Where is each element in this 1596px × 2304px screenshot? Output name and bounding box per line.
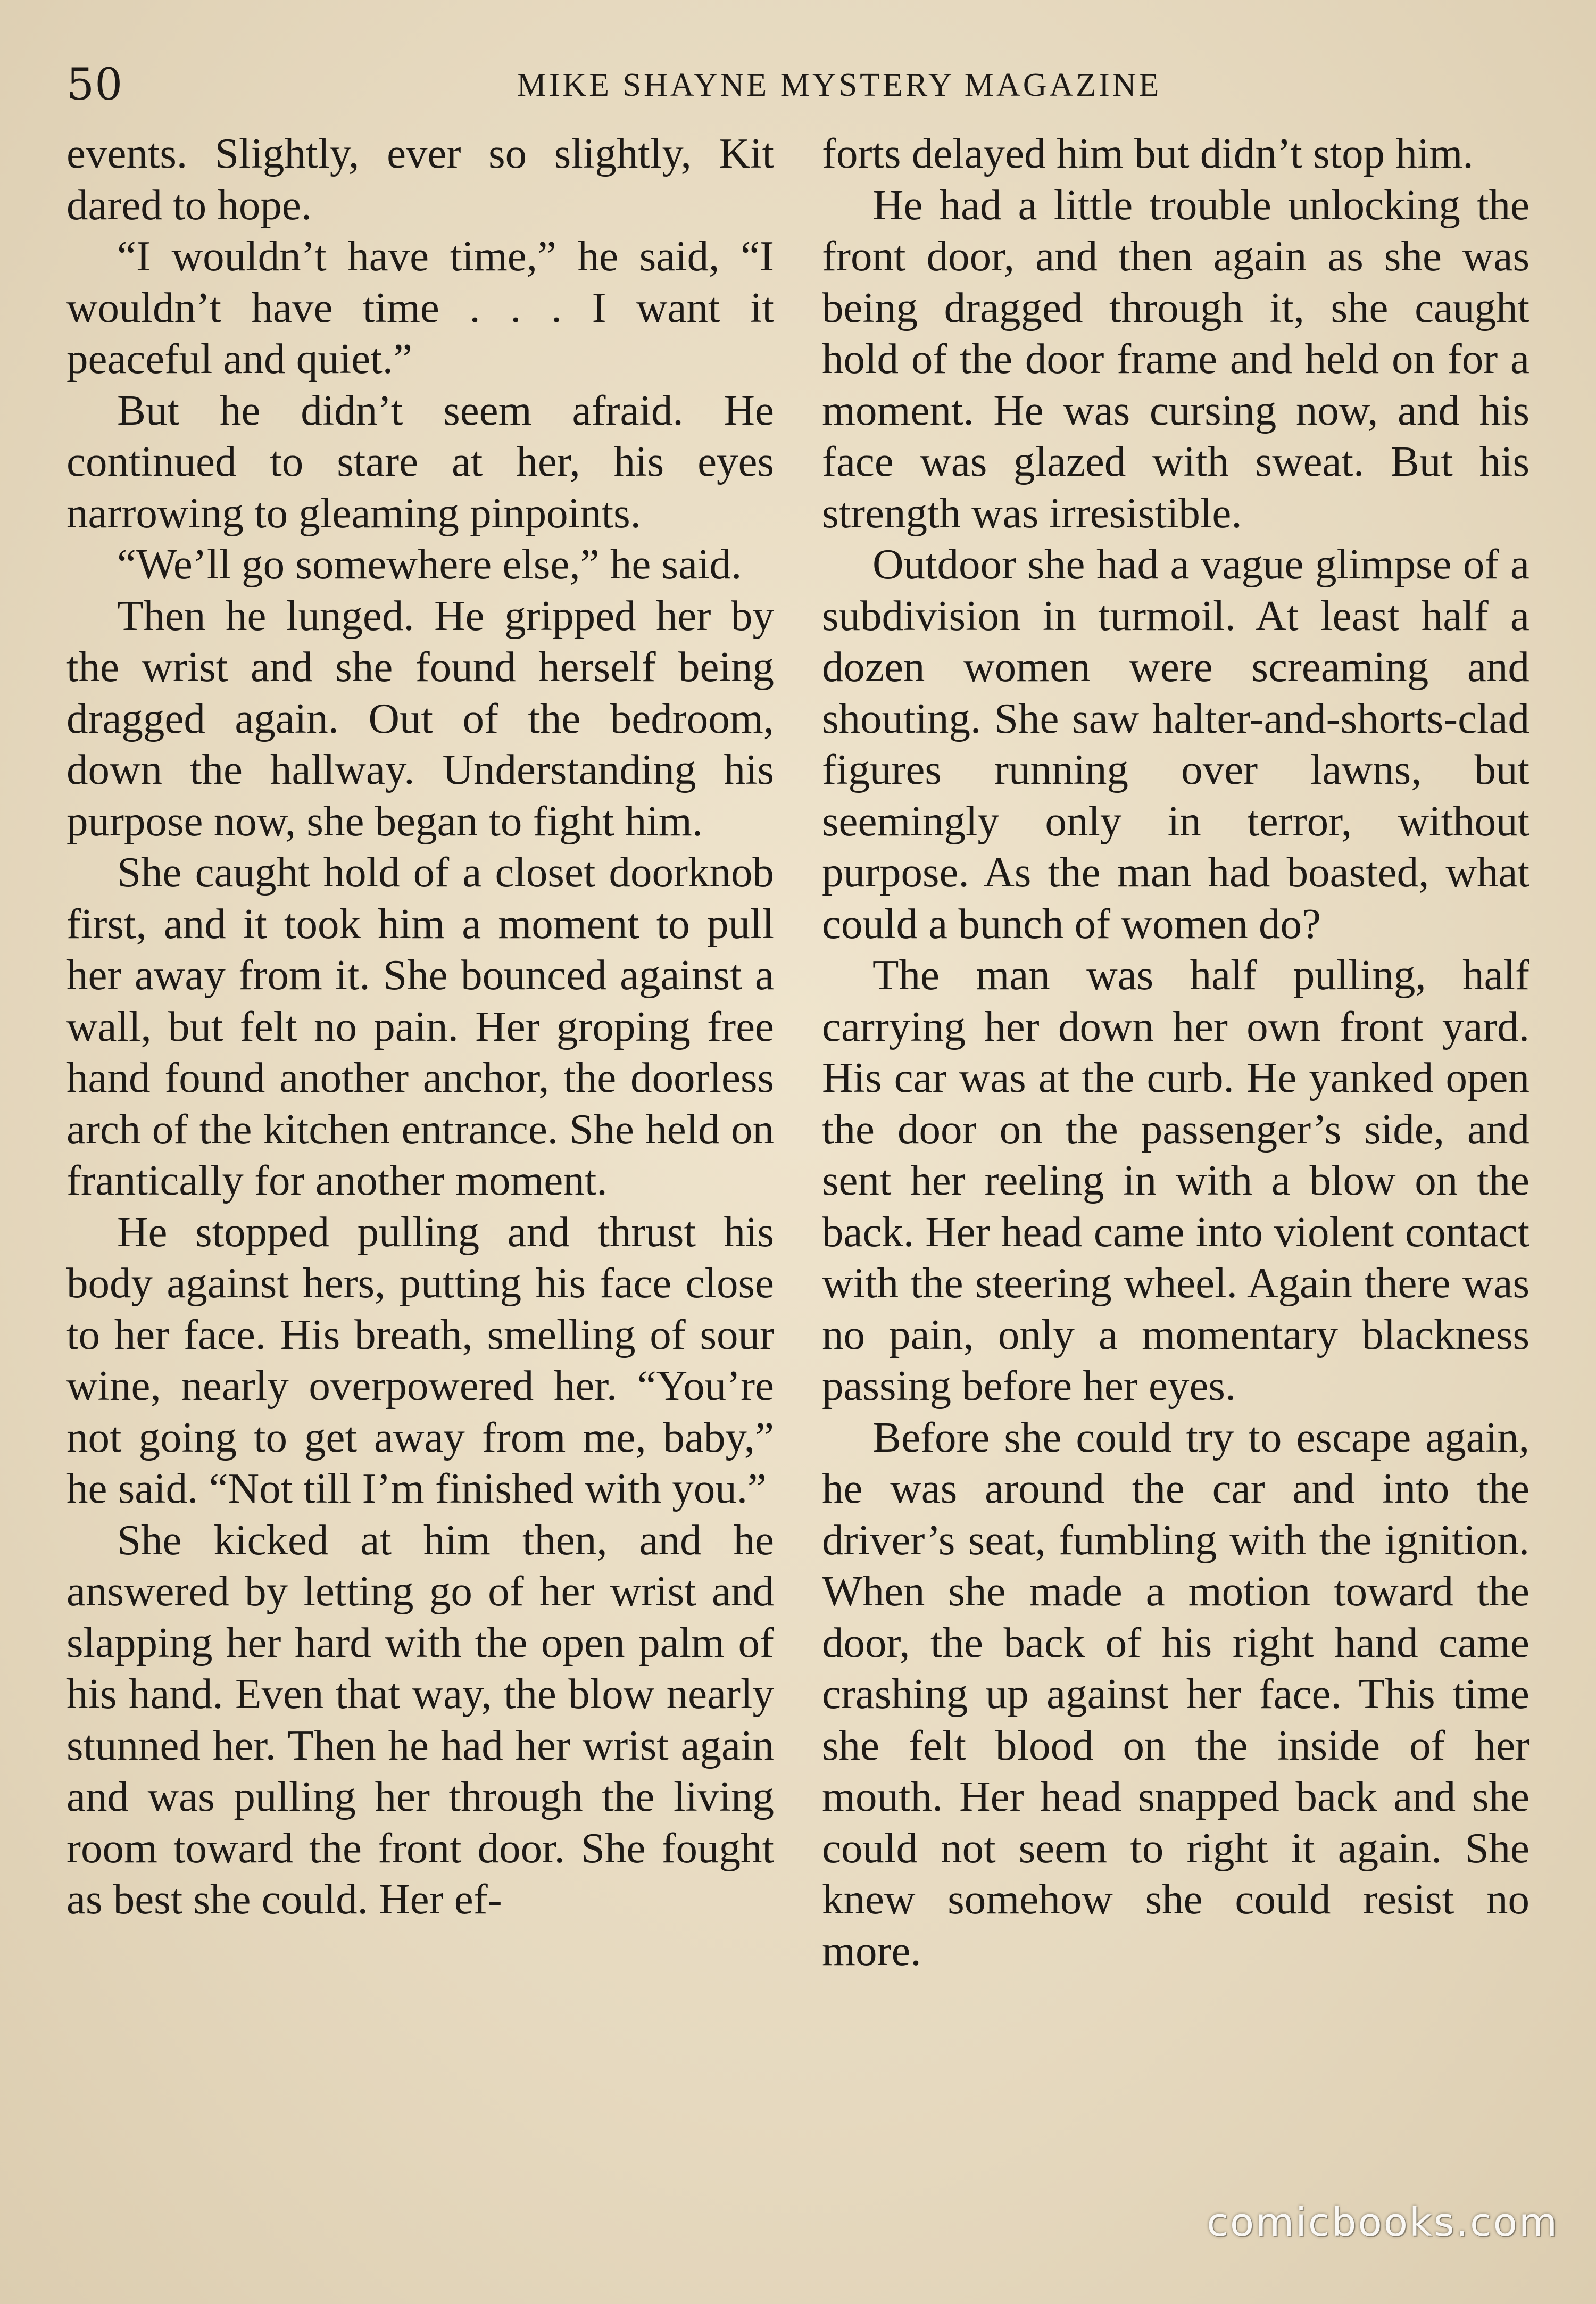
paragraph: Outdoor she had a vague glimpse of a subdivision in turmoil. At least half a dozen women were screaming and shouting. She saw halter-and-shorts-clad figures running over lawns, but seemingly only in terror, without purpose. As the man had boasted, what could a bunch of women do? — [822, 540, 1530, 948]
paragraph: events. Slightly, ever so slightly, Kit dared to hope. — [66, 129, 774, 229]
paragraph: “We’ll go somewhere else,” he said. — [117, 540, 742, 588]
paragraph: He had a little trouble unlocking the front door, and then again as she was being dragged through it, she caught hold of the door frame and held on for a moment. He was cursing now, and his face was glazed with sweat. But his strength was irresistible. — [822, 180, 1530, 537]
page-header — [66, 59, 1527, 112]
page-number: 50 — [66, 60, 123, 110]
paragraph: “I wouldn’t have time,” he said, “I wouldn’t have time . . . I want it peaceful and quiet.” — [66, 232, 774, 383]
paragraph: Before she could try to escape again, he was around the car and into the driver’s seat, fumbling with the ignition. When she made a motion toward the door, the back of his right hand came crashing up against her face. This time she felt blood on the inside of her mouth. Her head snapped back and she could not seem to right it again. She knew somehow she could resist no more. — [822, 1413, 1530, 1975]
paragraph: forts delayed him but didn’t stop him. — [822, 129, 1474, 177]
paragraph: Then he lunged. He gripped her by the wrist and she found herself being dragged again. Out of the bedroom, down the hallway. Understanding his purpose now, she began to fight him. — [66, 591, 774, 845]
right-column — [822, 128, 1530, 1976]
watermark: comicbooks.com — [1207, 2200, 1559, 2245]
left-column — [66, 128, 774, 1925]
paragraph: She caught hold of a closet doorknob first, and it took him a moment to pull her away from it. She bounced against a wall, but felt no pain. Her groping free hand found another anchor, the doorless arch of the kitchen entrance. She held on frantically for another moment. — [66, 848, 774, 1204]
paragraph: She kicked at him then, and he answered by letting go of her wrist and slapping her hard with the open palm of his hand. Even that way, the blow nearly stunned her. Then he had her wrist again and was pulling her through the living room toward the front door. She fought as best she could. Her ef- — [66, 1515, 774, 1923]
paragraph: He stopped pulling and thrust his body against hers, putting his face close to her face. His breath, smelling of sour wine, nearly overpowered her. “You’re not going to get away from me, baby,” he said. “Not till I’m finished with you.” — [66, 1207, 774, 1512]
paragraph: The man was half pulling, half carrying her down her own front yard. His car was at the curb. He yanked open the door on the passenger’s side, and sent her reeling in with a blow on the back. Her head came into violent contact with the steering wheel. Again there was no pain, only a momentary blackness passing before her eyes. — [822, 951, 1530, 1410]
running-head: MIKE SHAYNE MYSTERY MAGAZINE — [517, 67, 1162, 103]
paragraph: But he didn’t seem afraid. He continued to stare at her, his eyes narrowing to gleaming pinpoints. — [66, 386, 774, 537]
